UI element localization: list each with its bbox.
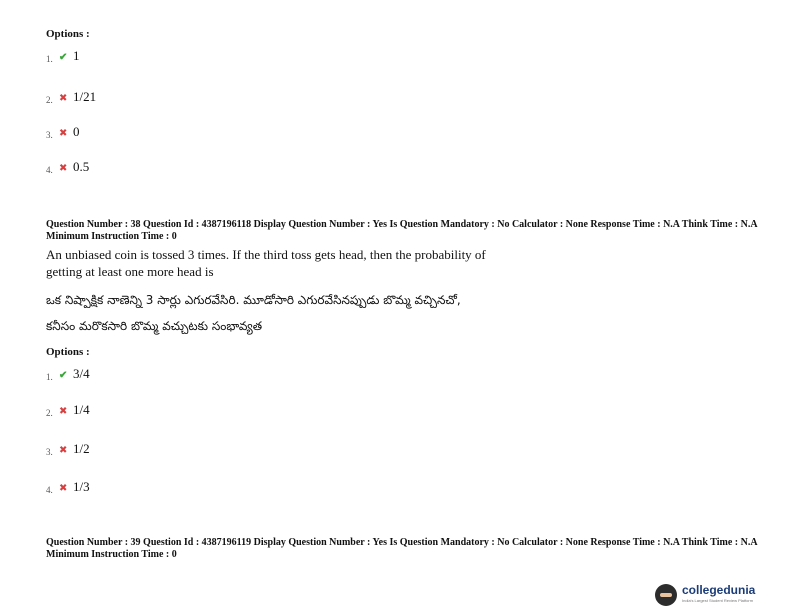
collegedunia-logo (655, 582, 785, 608)
option-value: 1/21 (73, 89, 97, 104)
option-number: 3. (46, 130, 53, 140)
question-header: Question Number : 38 Question Id : 4387196118 Display Question Number : Yes Is Question Mandatory : No Calculator : None Response Time : N.A Think Time : N.A Minimum Instruction Time : 0 (46, 219, 757, 242)
cross-icon: ✖ (59, 445, 68, 456)
option-number: 4. (46, 485, 53, 495)
options-label: Options : (46, 28, 90, 40)
cross-icon: ✖ (59, 128, 68, 139)
check-icon: ✔ (59, 370, 68, 381)
option-value: 1/2 (73, 441, 90, 456)
option-number: 1. (46, 372, 53, 382)
option-number: 1. (46, 54, 53, 64)
cross-icon: ✖ (59, 93, 68, 104)
option-number: 2. (46, 95, 53, 105)
cross-icon: ✖ (59, 406, 68, 417)
check-icon: ✔ (59, 52, 68, 63)
option-value: 1/4 (73, 402, 90, 417)
question-text-telugu: కనీసం మరొకసారి బొమ్మ వచ్చుటకు సంభావ్యత (46, 319, 263, 333)
question-header: Question Number : 39 Question Id : 4387196119 Display Question Number : Yes Is Question Mandatory : No Calculator : None Response Time : N.A Think Time : N.A Minimum Instruction Time : 0 (46, 537, 757, 560)
option-number: 3. (46, 447, 53, 457)
option-value: 1/3 (73, 479, 90, 494)
option-value: 0 (73, 124, 80, 139)
option-value: 0.5 (73, 159, 90, 174)
option-number: 4. (46, 165, 53, 175)
question-text-line: An unbiased coin is tossed 3 times. If the third toss gets head, then the probability of (46, 247, 486, 262)
option-value: 1 (73, 48, 80, 63)
logo-mascot-icon (655, 584, 677, 606)
cross-icon: ✖ (59, 163, 68, 174)
option-number: 2. (46, 408, 53, 418)
question-text-telugu: ఒక నిష్పాక్షిక నాణెన్ని 3 సార్లు ఎగురవేసిరి. మూడోసారి ఎగురవేసినప్పుడు బొమ్మ వచ్చినచో, (46, 293, 461, 307)
logo-wordmark: collegedunia (682, 583, 756, 597)
options-label: Options : (46, 346, 90, 358)
option-value: 3/4 (73, 366, 90, 381)
cross-icon: ✖ (59, 483, 68, 494)
logo-tagline: India's Largest Student Review Platform (682, 598, 754, 603)
question-text-line: getting at least one more head is (46, 264, 214, 279)
